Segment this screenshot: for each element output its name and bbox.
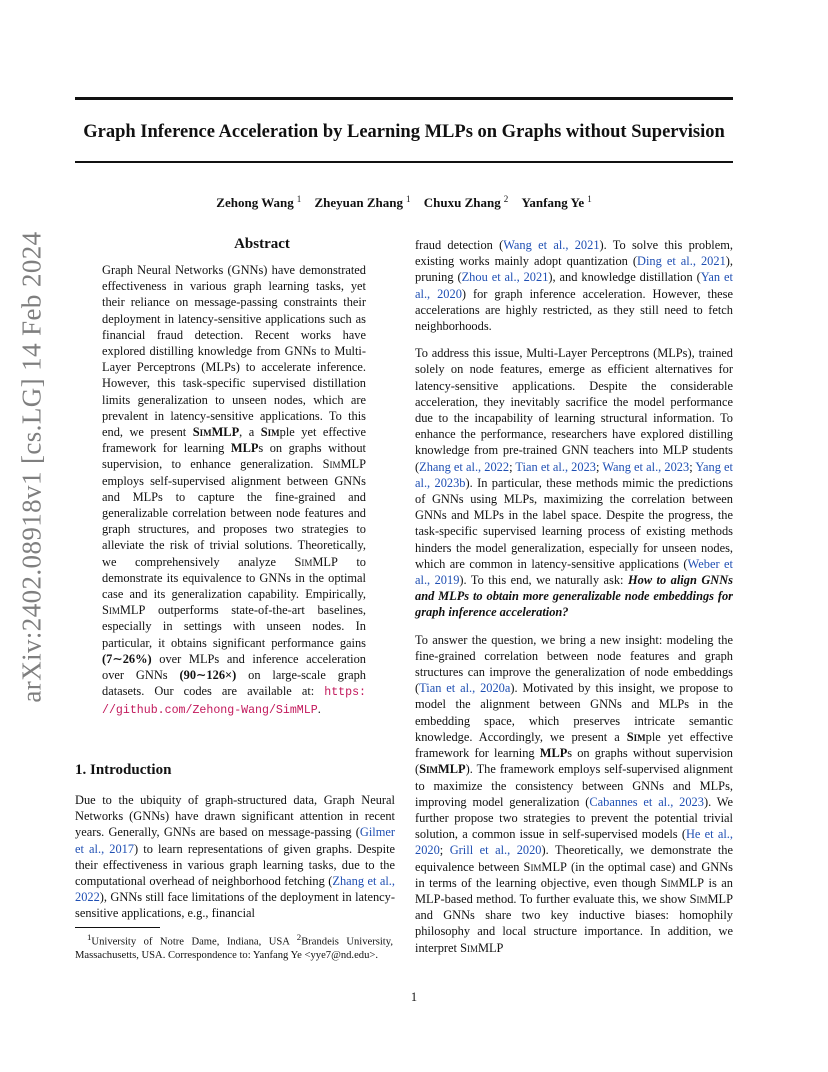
right-paragraph-2: To address this issue, Multi-Layer Perceptrons (MLPs), trained solely on node features, emerge as efficient alternatives for latency-sensitive applications. Despite the considerable acceleration, they inevitably sacrifice the model performance due to the incapability of learning structural information. To enhance the performance, researchers have explored distilling knowledge from pre-trained GNN teachers into MLP students (Zhang et al., 2022; Tian et al., 2023; Wang et al., 2023; Yang et al., 2023b). In particular, these methods mimic the predictions of GNNs using MLPs, maximizing the correlation between GNNs and MLPs in the label space. Despite the progress, the task-specific supervised learning process of existing methods hinders the model generalization, especially for unseen nodes, which are common in latency-sensitive applications (Weber et al., 2019). To this end, we naturally ask: How to align GNNs and MLPs to obtain more generalizable node embeddings for graph inference acceleration?	[415, 346, 733, 620]
arxiv-identifier: arXiv:2402.08918v1 [cs.LG] 14 Feb 2024	[16, 231, 47, 703]
page-number: 1	[410, 990, 418, 1004]
right-paragraph-3: To answer the question, we bring a new insight: modeling the fine-grained correlation between node features and graph structures can improve the generalization of node embeddings (Tian et al., 2020a). Motivated by this insight, we propose to model the alignment between GNNs and MLPs in the embedding space, which preserves intricate semantic knowledge. Accordingly, we present a Simple yet effective framework for learning MLPs on graphs without supervision (SimMLP). The framework employs self-supervised alignment to maximize the consistency between GNNs and MLPs, improving model generalization (Cabannes et al., 2023). We further propose two strategies to prevent the potential trivial solution, a common issue in self-supervised models (He et al., 2020; Grill et al., 2020). Theoretically, we demonstrate the equivalence between SimMLP (in the optimal case) and GNNs in terms of the learning objective, even though SimMLP is an MLP-based method. To further evaluate this, we show SimMLP and GNNs share two key inductive biases: homophily philosophy and local structure importance. In addition, we interpret SimMLP	[415, 632, 734, 955]
top-rule-thick	[75, 97, 733, 100]
research-question: How to align GNNs and MLPs to obtain more generalizable node embeddings for graph inference acceleration?	[415, 573, 733, 620]
introduction-heading: 1. Introduction	[75, 762, 172, 778]
citation-link[interactable]: Grill et al., 2020	[449, 843, 542, 858]
abstract-paragraph: Graph Neural Networks (GNNs) have demonstrated effectiveness in various graph learning tasks, yet their reliance on message-passing constraints their deployment in latency-sensitive applications such as financial fraud detection. Recent works have explored distilling knowledge from GNNs to Multi-Layer Perceptrons (MLPs) to accelerate inference. However, this task-specific supervised distillation limits generalization to unseen nodes, which are prevalent in latency-sensitive applications. To this end, we present SimMLP, a Simple yet effective framework for learning MLPs on graphs without supervision, to enhance generalization. SimMLP employs self-supervised alignment between GNNs and MLPs to capture the fine-grained and generalizable correlation between node features and graph structures, and proposes two strategies to alleviate the risk of trivial solutions. Theoretically, we comprehensively analyze SimMLP to demonstrate its equivalence to GNNs in the optimal case and its generalization capability. Empirically, SimMLP outperforms state-of-the-art baselines, especially in settings with unseen nodes. In particular, it obtains significant performance gains (7∼26%) over MLPs and inference acceleration over GNNs (90∼126×) on large-scale graph datasets. Our codes are available at: https: //github.com/Zehong-Wang/SimMLP.	[102, 263, 367, 718]
affiliation-footnote: $^1$University of Notre Dame, Indiana, USA $^2$Brandeis University, Massachusetts, USA. Correspondence to: Yanfang Ye <yye7@nd.edu>.	[75, 932, 393, 961]
author-list	[75, 190, 733, 212]
title-rule	[75, 161, 733, 163]
citation-link[interactable]: Zhou et al., 2021	[461, 270, 549, 285]
author-4: Yanfang Ye $^1$	[521, 194, 592, 211]
author-3: Chuxu Zhang $^2$	[423, 194, 509, 211]
citation-link[interactable]: Weber et al., 2019	[415, 556, 733, 588]
code-link[interactable]: https: //github.com/Zehong-Wang/SimMLP	[102, 686, 366, 718]
citation-link[interactable]: Gilmer et al., 2017	[75, 825, 395, 856]
author-2: Zheyuan Zhang $^1$	[314, 194, 411, 211]
citation-link[interactable]: Wang et al., 2021	[503, 238, 600, 252]
abstract-heading: Abstract	[234, 236, 290, 252]
right-column	[415, 237, 733, 956]
citation-link[interactable]: He et al., 2020	[415, 827, 733, 858]
citation-link[interactable]: Tian et al., 2020a	[419, 681, 511, 696]
introduction-paragraph: Due to the ubiquity of graph-structured data, Graph Neural Networks (GNNs) have drawn significant attention in recent years. Generally, GNNs are based on message-passing (Gilmer et al., 2017) to learn representations of given graphs. Despite their effectiveness in various graph learning tasks, due to the computational overhead of neighborhood fetching (Zhang et al., 2022), GNNs still face limitations of the deployment in latency-sensitive applications, e.g., financial	[75, 793, 396, 921]
abstract-body	[102, 262, 366, 720]
citation-link[interactable]: Tian et al., 2023	[515, 459, 596, 474]
introduction-body	[75, 792, 395, 922]
citation-link[interactable]: Yan et al., 2020	[415, 270, 733, 301]
citation-link[interactable]: Yang et al., 2023b	[415, 459, 733, 490]
citation-link[interactable]: Zhang et al., 2022	[75, 874, 395, 905]
citation-link[interactable]: Cabannes et al., 2023	[589, 794, 704, 809]
citation-link[interactable]: Ding et al., 2021	[637, 254, 726, 269]
paper-title: Graph Inference Acceleration by Learning MLPs on Graphs without Supervision	[83, 122, 725, 142]
footnote-rule	[75, 927, 160, 928]
author-1: Zehong Wang $^1$	[216, 194, 302, 211]
right-paragraph-1: fraud detection (Wang et al., 2021). To solve this problem, existing works mainly adopt quantization (Ding et al., 2021), pruning (Zhou et al., 2021), and knowledge distillation (Yan et al., 2020) for graph inference acceleration. However, these accelerations are highly restricted, as they still need to fetch neighborhoods.	[415, 238, 733, 334]
citation-link[interactable]: Zhang et al., 2022	[419, 459, 510, 474]
citation-link[interactable]: Wang et al., 2023	[602, 459, 690, 474]
